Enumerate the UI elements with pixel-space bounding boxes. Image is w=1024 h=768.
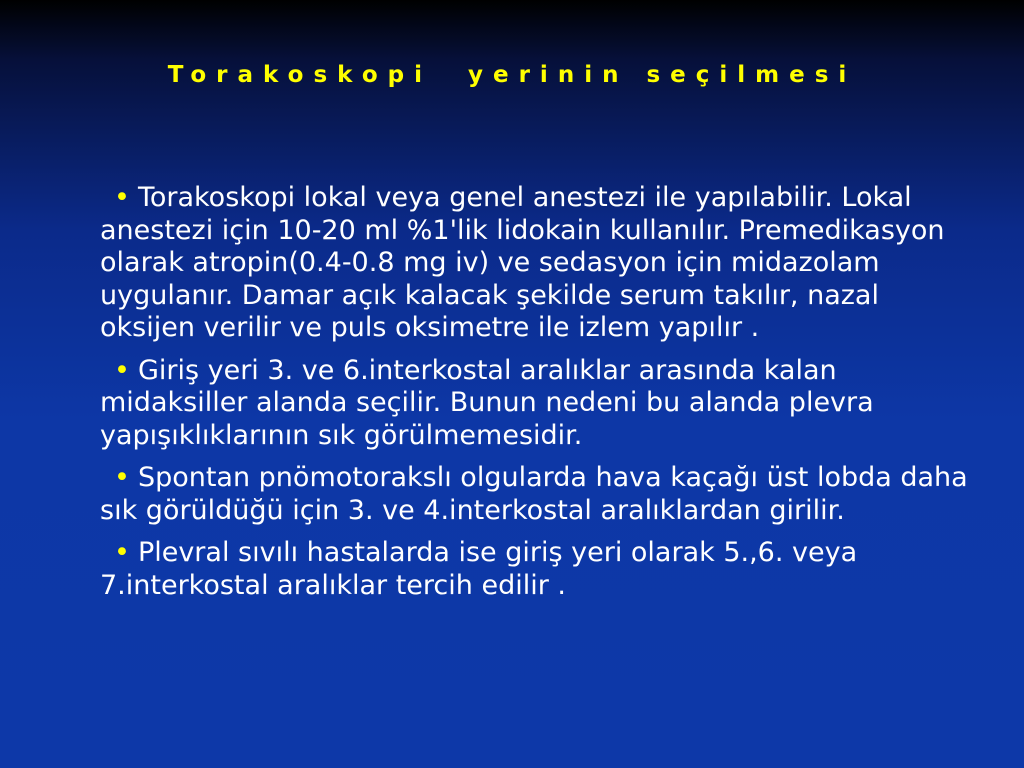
bullet-item — [100, 462, 970, 527]
bullet-item — [100, 537, 970, 602]
bullet-list — [100, 182, 970, 612]
bullet-icon: • — [114, 354, 130, 386]
bullet-text: Plevral sıvılı hastalarda ise giriş yeri olarak 5.,6. veya 7.interkostal aralıklar tercih edilir . — [100, 537, 858, 601]
bullet-item — [100, 182, 970, 345]
slide-title: Torakoskopi yerinin seçilmesi — [167, 62, 857, 88]
bullet-text: Spontan pnömotorakslı olgularda hava kaçağı üst lobda daha sık görüldüğü için 3. ve 4.interkostal aralıklardan girilir. — [100, 462, 968, 526]
bullet-text: Torakoskopi lokal veya genel anestezi ile yapılabilir. Lokal anestezi için 10-20 ml %1'lik lidokain kullanılır. Premedikasyon olarak atropin(0.4-0.8 mg iv) ve sedasyon için midazolam uygulanır. Damar açık kalacak şekilde serum takılır, nazal oksijen verilir ve puls oksimetre ile izlem yapılır . — [100, 182, 945, 343]
bullet-icon: • — [114, 537, 130, 568]
bullet-item — [100, 355, 970, 453]
bullet-icon: • — [114, 182, 130, 213]
bullet-icon: • — [114, 462, 130, 493]
bullet-text: Giriş yeri 3. ve 6.interkostal aralıklar arasında kalan midaksiller alanda seçilir. Bunun nedeni bu alanda plevra yapışıklıklarının sık görülmemesidir. — [100, 354, 874, 451]
